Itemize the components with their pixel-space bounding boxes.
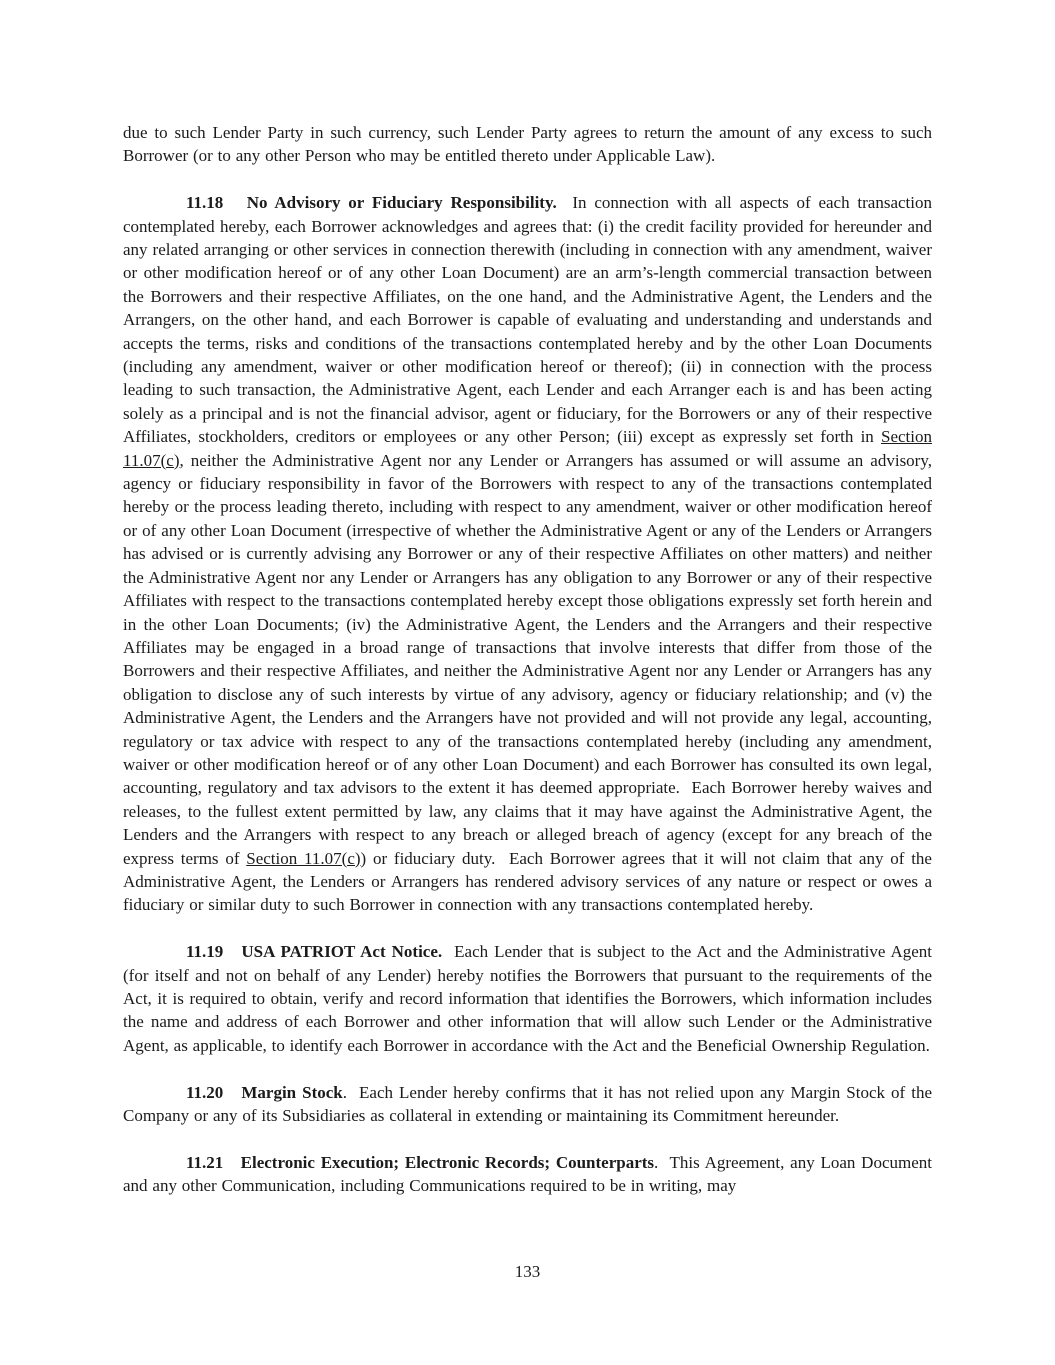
text-run: due to such Lender Party in such currency, such Lender Party agrees to return the amount of any excess to such Borrower (or to any other Person who may be entitled thereto under Applicable Law). — [123, 123, 932, 166]
text-run: Each Lender that is subject to the Act and the Administrative Agent (for itself and not on behalf of any Lender) hereby notifies the Borrowers that pursuant to the requirements of the Act, it is required to obtain, verify and record information that identifies the Borrowers, which information includes the name and address of each Borrower and other information that will allow such Lender or the Administrative Agent, as applicable, to identify each Borrower in accordance with the Act and the Beneficial Ownership Regulation. — [123, 942, 932, 1055]
text-run: . Each Lender hereby confirms that it has not relied upon any Margin Stock of the Company or any of its Subsidiaries as collateral in extending or maintaining its Commitment hereunder. — [123, 1082, 932, 1126]
section-heading: 11.18 No Advisory or Fiduciary Responsibility. — [186, 193, 557, 213]
text-run: In connection with all aspects of each transaction contemplated hereby, each Borrower acknowledges and agrees that: (i) the credit facility provided for hereunder and any related arranging or other services in connection therewith (including in connection with any amendment, waiver or other modification hereof or of any other Loan Document) are an arm’s-length commercial transaction between the Borrowers and their respective Affiliates, on the one hand, and the Administrative Agent, the Lenders and the Arrangers, on the other hand, and each Borrower is capable of evaluating and understanding and understands and accepts the terms, risks and conditions of the transactions contemplated hereby and by the other Loan Documents (including any amendment, waiver or other modification hereof or thereof); (ii) in connection with the process leading to such transaction, the Administrative Agent, each Lender and each Arranger each is and has been acting solely as a principal and is not the financial advisor, agent or fiduciary, for the Borrowers or any of their respective Affiliates, stockholders, creditors or employees or any other Person; (iii) except as expressly set forth in — [123, 193, 932, 447]
paragraph-11-19-usa-patriot-act-notice — [123, 940, 932, 1057]
paragraph-11-20-margin-stock — [123, 1081, 932, 1128]
text-run: , neither the Administrative Agent nor any Lender or Arrangers has assumed or will assume an advisory, agency or fiduciary responsibility in favor of the Borrowers with respect to any of the transactions contemplated hereby or the process leading thereto, including with respect to any amendment, waiver or other modification hereof or of any other Loan Document (irrespective of whether the Administrative Agent or any of the Lenders or Arrangers has advised or is currently advising any Borrower or any of their respective Affiliates on other matters) and neither the Administrative Agent nor any Lender or Arrangers has any obligation to any Borrower or any of their respective Affiliates with respect to the transactions contemplated hereby except those obligations expressly set forth herein and in the other Loan Documents; (iv) the Administrative Agent, the Lenders and the Arrangers and their respective Affiliates may be engaged in a broad range of transactions that involve interests that differ from those of the Borrowers and their respective Affiliates, and neither the Administrative Agent nor any Lender or Arrangers has any obligation to disclose any of such interests by virtue of any advisory, agency or fiduciary relationship; and (v) the Administrative Agent, the Lenders and the Arrangers have not provided and will not provide any legal, accounting, regulatory or tax advice with respect to any of the transactions contemplated hereby (including any amendment, waiver or other modification hereof or of any other Loan Document) and each Borrower has consulted its own legal, accounting, regulatory and tax advisors to the extent it has deemed appropriate. Each Borrower hereby waives and releases, to the fullest extent permitted by law, any claims that it may have against the Administrative Agent, the Lenders and the Arrangers with respect to any breach or alleged breach of agency (except for any breach of the express terms of — [123, 450, 932, 868]
section-ref-link[interactable]: Section 11.07(c) — [123, 427, 932, 470]
document-body — [123, 121, 932, 1198]
section-ref-link[interactable]: Section 11.07(c) — [246, 848, 361, 868]
paragraph-11-18-no-advisory-or-fiduciary-responsibility — [123, 191, 932, 917]
section-heading: 11.19 USA PATRIOT Act Notice. — [186, 942, 443, 962]
text-run: ) or fiduciary duty. Each Borrower agrees that it will not claim that any of the Administrative Agent, the Lenders or Arrangers has rendered advisory services of any nature or respect or owes a fiduciary or similar duty to such Borrower in connection with any transactions contemplated hereby. — [123, 848, 932, 915]
section-heading: 11.21 Electronic Execution; Electronic Records; Counterparts — [186, 1152, 655, 1172]
section-heading: 11.20 Margin Stock — [186, 1082, 343, 1102]
page-number: 133 — [514, 1262, 541, 1281]
paragraph-continuation — [123, 121, 932, 168]
text-run: . This Agreement, any Loan Document and any other Communication, including Communications required to be in writing, may — [123, 1152, 932, 1196]
paragraph-11-21-electronic-execution — [123, 1151, 932, 1198]
